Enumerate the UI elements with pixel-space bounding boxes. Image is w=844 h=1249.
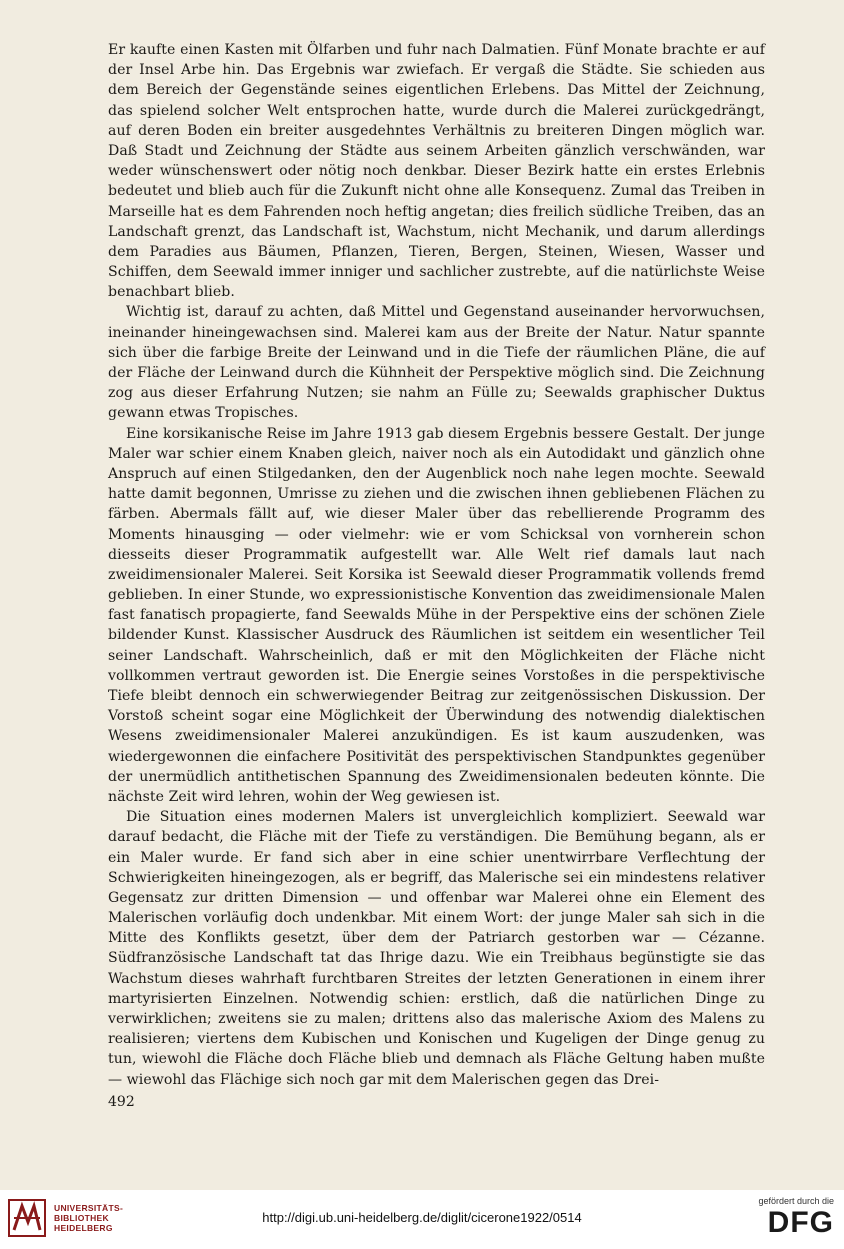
- funder-caption: gefördert durch die: [758, 1196, 834, 1206]
- viewer-footer: [0, 1190, 844, 1249]
- paragraph-1: Er kaufte einen Kasten mit Ölfarben und fuhr nach Dalmatien. Fünf Monate brachte er auf der Insel Arbe hin. Das Ergebnis war zwiefach. Er vergaß die Städte. Sie schieden aus dem Bereich der Gegenstände seines eigentlichen Erlebens. Das Mittel der Zeichnung, das spielend solcher Welt entsprochen hatte, wurde durch die Malerei zurückgedrängt, auf deren Boden ein breiter ausgedehntes Verhältnis zu breiteren Dingen möglich war. Daß Stadt und Zeichnung der Städte aus seinem Arbeiten gänzlich verschwänden, war weder wünschenswert oder nötig noch denkbar. Dieser Bezirk hatte ein erstes Erlebnis bedeutet und blieb auch für die Zukunft nicht ohne alle Konsequenz. Zumal das Treiben in Marseille hat es dem Fahrenden noch heftig angetan; dies freilich südliche Treiben, das an Landschaft grenzt, das Landschaft ist, Wachstum, nicht Mechanik, und darum allerdings dem Paradies aus Bäumen, Pflanzen, Tieren, Bergen, Steinen, Wiesen, Wasser und Schiffen, dem Seewald immer inniger und sachlicher zustrebte, auf die natürlichste Weise benachbart blieb.: [108, 42, 765, 301]
- library-name: UNIVERSITÄTS- BIBLIOTHEK HEIDELBERG: [54, 1203, 124, 1233]
- dfg-logo: DFG: [767, 1206, 834, 1239]
- paragraph-2: Wichtig ist, darauf zu achten, daß Mittel und Gegenstand auseinander hervorwuchsen, ineinander hineingewachsen sind. Malerei kam aus der Breite der Natur. Natur spannte sich über die farbige Breite der Leinwand und in die Tiefe der räumlichen Pläne, die auf der Fläche der Leinwand durch die Kühnheit der Perspektive möglich sind. Die Zeichnung zog aus dieser Erfahrung Nutzen; sie nahm an Fülle zu; Seewalds graphischer Duktus gewann etwas Tropisches.: [108, 304, 765, 422]
- paragraph-4: Die Situation eines modernen Malers ist unvergleichlich kompliziert. Seewald war darauf bedacht, die Fläche mit der Tiefe zu verständigen. Die Bemühung begann, als er ein Maler wurde. Er fand sich aber in eine schier unentwirrbare Verflechtung der Schwierigkeiten hineingezogen, als er begriff, das Malerische sei ein mindestens relativer Gegensatz zur dritten Dimension — und offenbar war Malerei ohne ein Element des Malerischen vorläufig doch undenkbar. Mit einem Wort: der junge Maler sah sich in die Mitte des Konflikts gesetzt, über dem der Patriarch gestorben war — Cézanne. Südfranzösische Landschaft tat das Ihrige dazu. Wie ein Treibhaus begünstigte sie das Wachstum dieses wahrhaft furchtbaren Streites der letzten Generationen in einem ihrer martyrisierten Einzelnen. Notwendig schien: erstlich, daß die natürlichen Dinge zu verwirklichen; zweitens sie zu malen; drittens also das malerische Axiom des Malens zu realisieren; viertens dem Kubischen und Konischen und Kugeligen der Dinge genug zu tun, wiewohl die Fläche doch Fläche blieb und demnach als Fläche Geltung haben mußte — wiewohl das Flächige sich noch gar mit dem Malerischen gegen das Drei-: [108, 809, 765, 1088]
- page-number: 492: [108, 1094, 135, 1110]
- funder-block[interactable]: [738, 1196, 834, 1238]
- body-text: [108, 40, 765, 1090]
- paragraph-3: Eine korsikanische Reise im Jahre 1913 gab diesem Ergebnis bessere Gestalt. Der junge Maler war schier einem Knaben gleich, naiver noch als ein Autodidakt und gänzlich ohne Anspruch auf einen Stilgedanken, den der Augenblick noch nahe legen mochte. Seewald hatte damit begonnen, Umrisse zu ziehen und die zwischen ihnen gebliebenen Flächen zu färben. Abermals fällt auf, wie dieser Maler über das rebellierende Programm des Moments hinausging — oder vielmehr: wie er vom Schicksal von vornherein schon diesseits dieser Programmatik aufgestellt war. Alle Welt rief damals laut nach zweidimensionaler Malerei. Seit Korsika ist Seewald dieser Programmatik vollends fremd geblieben. In einer Stunde, wo expressionistische Konvention das zweidimensionale Malen fast fanatisch propagierte, fand Seewalds Mühe in der Perspektive eins der schönen Ziele bildender Kunst. Klassischer Ausdruck des Räumlichen ist seitdem ein wesentlicher Teil seiner Landschaft. Wahrscheinlich, daß er mit den Möglichkeiten der Fläche nicht vollkommen vertraut geworden ist. Die Energie seines Vorstoßes in die perspektivische Tiefe bleibt dennoch ein schwerwiegender Beitrag zur zeitgenössischen Diskussion. Der Vorstoß scheint sogar eine Möglichkeit der Überwindung des notwendig dialektischen Wesens zweidimensionaler Malerei anzukündigen. Es ist kaum auszudenken, was wiedergewonnen die einfachere Positivität des perspektivischen Standpunktes gegenüber der unermüdlich antithetischen Spannung des Zweidimensionalen bedeuten könnte. Die nächste Zeit wird lehren, wohin der Weg gewiesen ist.: [108, 425, 765, 805]
- permalink-url[interactable]: http://digi.ub.uni-heidelberg.de/diglit/cicerone1922/0514: [262, 1210, 582, 1225]
